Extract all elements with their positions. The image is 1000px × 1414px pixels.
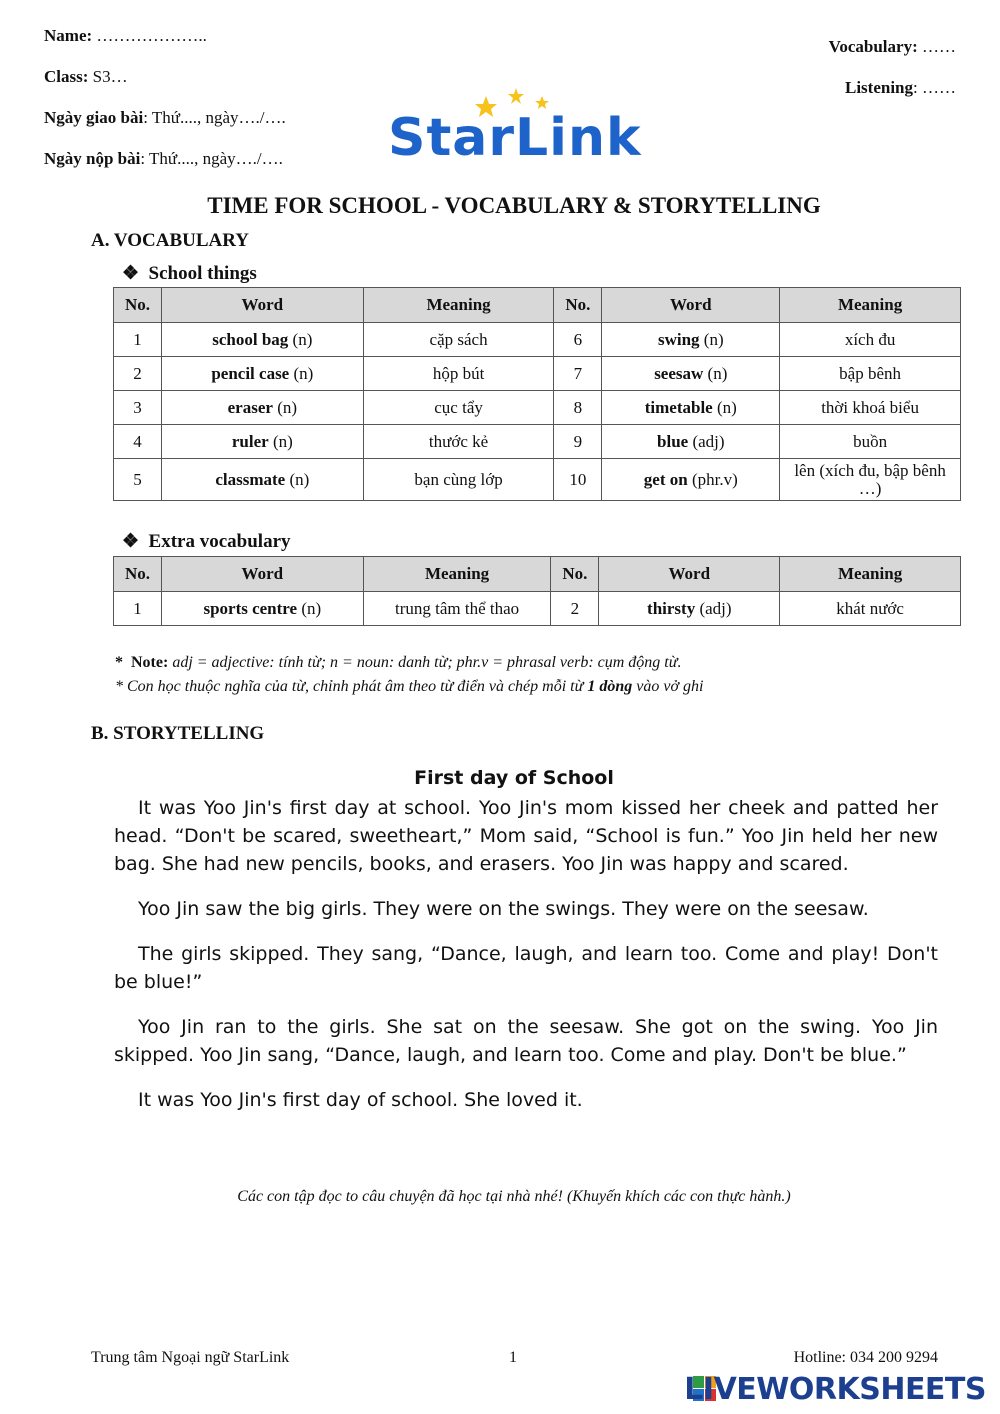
extra-vocabulary-heading: ❖ Extra vocabulary [122, 531, 291, 552]
meaning-cell: xích đu [780, 323, 961, 357]
column-header: No. [114, 557, 162, 592]
section-b-heading: B. STORYTELLING [91, 723, 265, 744]
extra-vocabulary-table [113, 556, 961, 626]
meaning-cell: thước kẻ [363, 425, 554, 459]
vocabulary-score: Vocabulary: …… [828, 37, 956, 56]
column-header: Word [161, 288, 363, 323]
story-paragraph: It was Yoo Jin's first day at school. Yoo Jin's mom kissed her cheek and patted her head. “Don't be scared, sweetheart,” Mom said, “School is fun.” Yoo Jin held her new bag. She had new pencils, books, and erasers. Yoo Jin was happy and scared. [114, 797, 938, 875]
footer-center-name: Trung tâm Ngoại ngữ StarLink [91, 1349, 290, 1366]
row-number: 2 [114, 357, 162, 391]
column-header: Meaning [780, 557, 961, 592]
story-paragraph: Yoo Jin ran to the girls. She sat on the seesaw. She got on the swing. Yoo Jin skipped. Yoo Jin sang, “Dance, laugh, and learn too. Come and play. Don't be blue.” [114, 1016, 938, 1066]
column-header: Meaning [363, 288, 554, 323]
footer-hotline: Hotline: 034 200 9294 [793, 1349, 938, 1366]
row-number: 6 [554, 323, 602, 357]
story-paragraph: It was Yoo Jin's first day of school. She loved it. [138, 1089, 583, 1111]
story-paragraph: Yoo Jin saw the big girls. They were on the swings. They were on the seesaw. [138, 898, 869, 920]
column-header: No. [114, 288, 162, 323]
meaning-cell: lên (xích đu, bập bênh …) [780, 459, 961, 501]
word-cell: eraser (n) [161, 391, 363, 425]
row-number: 1 [114, 323, 162, 357]
liveworksheets-watermark: LIVEWORKSHEETS [684, 1372, 986, 1407]
table-header-row [114, 288, 961, 323]
diamond-bullet-icon: ❖ [122, 263, 140, 284]
column-header: Meaning [363, 557, 551, 592]
word-cell: school bag (n) [161, 323, 363, 357]
word-cell: classmate (n) [161, 459, 363, 501]
word-cell: blue (adj) [602, 425, 780, 459]
row-number: 3 [114, 391, 162, 425]
row-number: 2 [551, 592, 599, 626]
table-row [114, 425, 961, 459]
page-number: 1 [509, 1349, 517, 1366]
row-number: 7 [554, 357, 602, 391]
story-paragraph: The girls skipped. They sang, “Dance, laugh, and learn too. Come and play! Don't be blue!” [114, 943, 938, 993]
word-cell: thirsty (adj) [599, 592, 780, 626]
row-number: 8 [554, 391, 602, 425]
column-header: Word [602, 288, 780, 323]
table-row [114, 357, 961, 391]
word-cell: pencil case (n) [161, 357, 363, 391]
column-header: No. [551, 557, 599, 592]
meaning-cell: bạn cùng lớp [363, 459, 554, 501]
school-things-table [113, 287, 961, 501]
story-body [114, 794, 938, 1131]
page-title: TIME FOR SCHOOL - VOCABULARY & STORYTELLING [207, 193, 821, 218]
column-header: Meaning [780, 288, 961, 323]
meaning-cell: bập bênh [780, 357, 961, 391]
table-header-row [114, 557, 961, 592]
row-number: 10 [554, 459, 602, 501]
word-cell: seesaw (n) [602, 357, 780, 391]
listening-score: Listening: …… [844, 78, 956, 97]
section-a-heading: A. VOCABULARY [91, 230, 250, 251]
row-number: 4 [114, 425, 162, 459]
row-number: 9 [554, 425, 602, 459]
table-row [114, 592, 961, 626]
table-row [114, 323, 961, 357]
logo-wordmark: StarLink [388, 108, 642, 168]
word-cell: get on (phr.v) [602, 459, 780, 501]
row-number: 5 [114, 459, 162, 501]
table-row [114, 459, 961, 501]
meaning-cell: cục tẩy [363, 391, 554, 425]
meaning-cell: trung tâm thể thao [363, 592, 551, 626]
school-things-heading: ❖ School things [122, 263, 257, 284]
submit-date-line: Ngày nộp bài: Thứ...., ngày…./…. [44, 149, 283, 168]
assign-date-line: Ngày giao bài: Thứ...., ngày…./…. [44, 108, 286, 127]
column-header: Word [599, 557, 780, 592]
word-cell: ruler (n) [161, 425, 363, 459]
class-line: Class: S3… [44, 67, 128, 86]
table-row [114, 391, 961, 425]
meaning-cell: thời khoá biểu [780, 391, 961, 425]
meaning-cell: khát nước [780, 592, 961, 626]
name-line: Name: ……………….. [44, 26, 207, 45]
word-cell: sports centre (n) [161, 592, 363, 626]
meaning-cell: cặp sách [363, 323, 554, 357]
column-header: Word [161, 557, 363, 592]
diamond-bullet-icon: ❖ [122, 531, 140, 552]
meaning-cell: hộp bút [363, 357, 554, 391]
practice-note: Các con tập đọc to câu chuyện đã học tại nhà nhé! (Khuyến khích các con thực hành.) [237, 1188, 791, 1205]
starlink-logo [388, 88, 642, 168]
instruction-line: * Con học thuộc nghĩa của từ, chỉnh phát âm theo từ điển và chép mỗi từ 1 dòng vào vở ghi [115, 678, 704, 695]
note-line: * Note: adj = adjective: tính từ; n = noun: danh từ; phr.v = phrasal verb: cụm động từ. [115, 654, 682, 671]
meaning-cell: buồn [780, 425, 961, 459]
story-title: First day of School [414, 767, 614, 789]
word-cell: timetable (n) [602, 391, 780, 425]
row-number: 1 [114, 592, 162, 626]
column-header: No. [554, 288, 602, 323]
word-cell: swing (n) [602, 323, 780, 357]
